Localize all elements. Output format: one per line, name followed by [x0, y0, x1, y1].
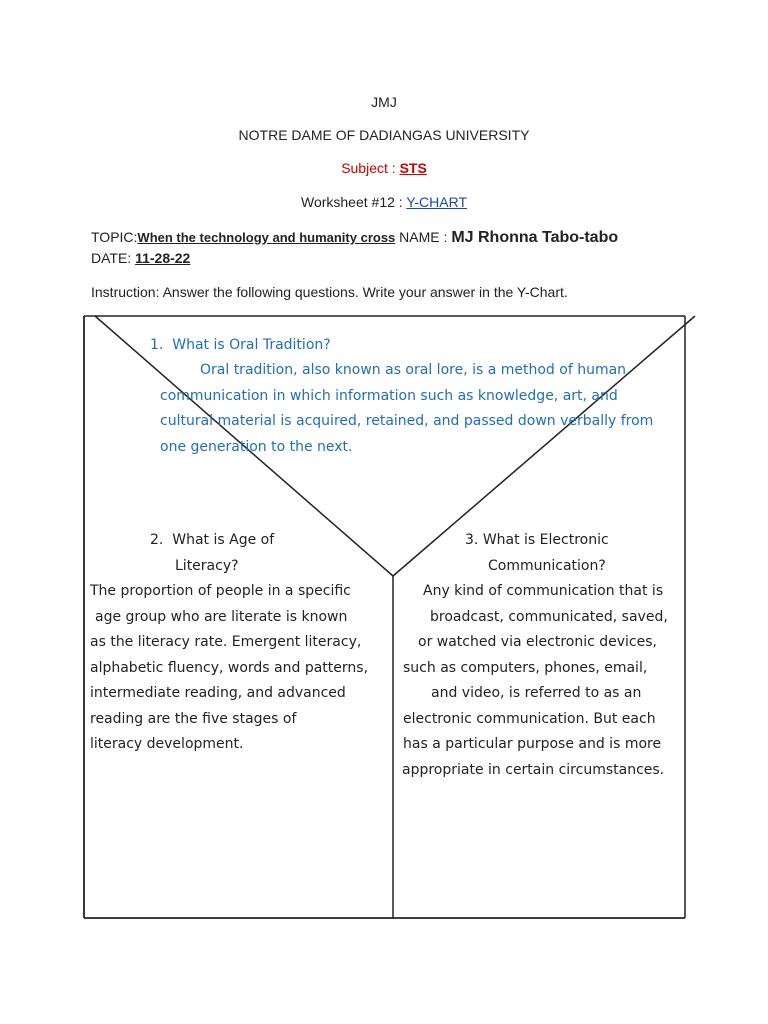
topic-label: TOPIC:	[91, 229, 138, 245]
q3-question	[465, 528, 609, 554]
q1-title: What is Oral Tradition?	[172, 337, 331, 353]
q3-answer-line: has a particular purpose and is more	[403, 736, 662, 752]
q2-title-line2: Literacy?	[175, 558, 239, 574]
q3-answer-line: and video, is referred to as an	[431, 685, 642, 701]
worksheet-link[interactable]: Y-CHART	[406, 194, 467, 210]
instruction-text: Instruction: Answer the following questions. Write your answer in the Y-Chart.	[91, 284, 568, 300]
q1-answer-line: one generation to the next.	[160, 439, 353, 455]
q3-answer-line: broadcast, communicated, saved,	[430, 609, 668, 625]
q2-title-line1: What is Age of	[172, 532, 275, 548]
q1-number: 1.	[150, 337, 164, 353]
header-jmj: JMJ	[371, 94, 397, 110]
q3-number: 3.	[465, 532, 479, 548]
q2-answer-line: alphabetic fluency, words and patterns,	[90, 660, 369, 676]
q1-answer-line: communication in which information such as knowledge, art, and	[160, 388, 618, 404]
q3-answer-line: appropriate in certain circumstances.	[402, 762, 665, 778]
q2-answer-line: intermediate reading, and advanced	[90, 685, 346, 701]
subject-value: STS	[399, 160, 427, 176]
q2-question	[150, 528, 274, 554]
university-name: NOTRE DAME OF DADIANGAS UNIVERSITY	[238, 127, 530, 143]
q2-answer-line: The proportion of people in a specific	[90, 583, 351, 599]
name-label: NAME :	[395, 229, 452, 245]
date-label: DATE:	[91, 250, 136, 266]
q3-title-line1: What is Electronic	[482, 532, 609, 548]
q2-answer-line: literacy development.	[90, 736, 244, 752]
q3-answer-line: such as computers, phones, email,	[403, 660, 648, 676]
q2-answer-line: age group who are literate is known	[95, 609, 348, 625]
q2-number: 2.	[150, 532, 164, 548]
worksheet-label: Worksheet #12 :	[300, 194, 407, 210]
q3-answer-line: electronic communication. But each	[403, 711, 656, 727]
q3-title-line2: Communication?	[488, 558, 606, 574]
q3-answer-line: or watched via electronic devices,	[418, 634, 657, 650]
q2-answer-line: reading are the five stages of	[90, 711, 297, 727]
q1-answer-line: cultural material is acquired, retained, and passed down verbally from	[160, 413, 654, 429]
name-value: MJ Rhonna Tabo-tabo	[451, 229, 619, 246]
q1-answer-line: Oral tradition, also known as oral lore, is a method of human	[200, 362, 627, 378]
q2-answer-line: as the literacy rate. Emergent literacy,	[90, 634, 362, 650]
q1-question	[150, 333, 331, 359]
topic-value: When the technology and humanity cross	[137, 230, 396, 245]
date-value: 11-28-22	[135, 250, 191, 266]
subject-label: Subject :	[341, 160, 400, 176]
q3-answer-line: Any kind of communication that is	[423, 583, 664, 599]
